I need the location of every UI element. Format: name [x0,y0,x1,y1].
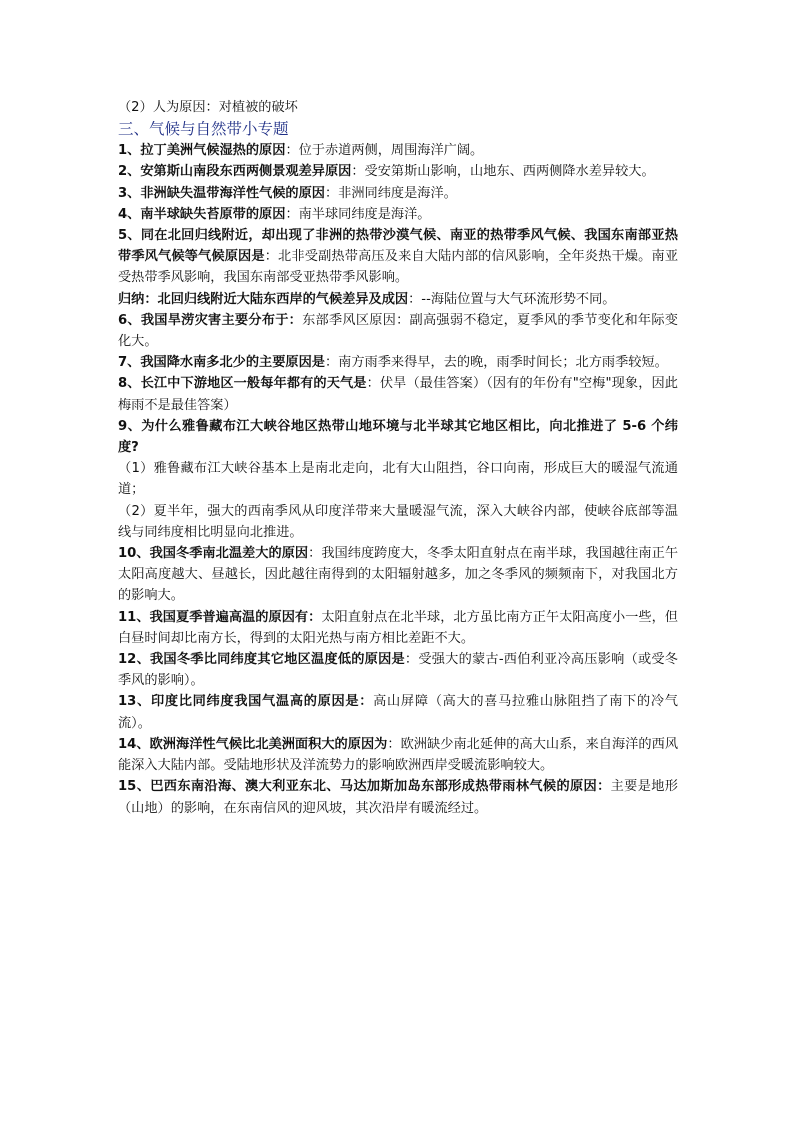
item-text: ：北非受副热带高压及来自大陆内部的信风影响，全年炎热干燥。南亚受热带季风影响，我国东南部受亚热带季风影响。 [118,249,679,286]
list-item [118,649,678,691]
list-item [118,607,678,649]
item-label: 4、南半球缺失苔原带的原因 [118,206,286,222]
item-label: 11、我国夏季普遍高温的原因有： [118,609,322,625]
sub-item: （1）雅鲁藏布江大峡谷基本上是南北走向，北有大山阻挡，谷口向南，形成巨大的暖湿气流通道； [118,461,678,498]
item-text: ：--海陆位置与大气环流形势不同。 [408,291,616,307]
item-label: 5、同在北回归线附近，却出现了非洲的热带沙漠气候、南亚的热带季风气候、我国东南部亚热带季风气候等气候原因是 [118,228,678,265]
list-item [118,140,678,161]
item-text: ：欧洲缺少南北延伸的高大山系，来自海洋的西风能深入大陆内部。受陆地形状及洋流势力的影响欧洲西岸受暖流影响较大。 [118,736,679,774]
intro-line: （2）人为原因：对植被的破坏 [118,100,298,115]
item-text: ：受强大的蒙古-西伯利亚冷高压影响（或受冬季风的影响）。 [118,652,678,689]
list-item [118,310,678,352]
item-label: 14、欧洲海洋性气候比北美洲面积大的原因为 [118,736,388,752]
item-text: ：非洲同纬度是海洋。 [325,185,457,201]
item-label: 3、非洲缺失温带海洋性气候的原因 [118,185,325,201]
list-item [118,161,678,182]
item-text: ：南方雨季来得早，去的晚，雨季时间长；北方雨季较短。 [325,355,668,371]
item-text: ：位于赤道两侧，周围海洋广阔。 [285,143,484,159]
item-label: 7、我国降水南多北少的主要原因是 [118,355,325,371]
list-item [118,204,678,225]
item-text: 主要是地形（山地）的影响，在东南信风的迎风坡，其次沿岸有暖流经过。 [118,779,678,816]
item-text: 东部季风区原因：副高强弱不稳定，夏季风的季节变化和年际变化大。 [118,312,678,350]
item-text: 高山屏障（高大的喜马拉雅山脉阻挡了南下的冷气流）。 [118,694,678,731]
list-item [118,416,678,458]
item-label: 8、长江中下游地区一般每年都有的天气是 [118,376,367,392]
list-item [118,352,678,373]
list-item [118,776,678,818]
item-text: ：我国纬度跨度大，冬季太阳直射点在南半球，我国越往南正午太阳高度越大、昼越长，因此越往南得到的太阳辐射越多，加之冬季风的频频南下，对我国北方的影响大。 [118,546,679,604]
item-label: 12、我国冬季比同纬度其它地区温度低的原因是 [118,652,405,668]
document-body [118,97,678,819]
item-label: 2、安第斯山南段东西两侧景观差异原因 [118,164,352,180]
list-item [118,225,678,289]
list-item [118,691,678,733]
item-label: 10、我国冬季南北温差大的原因 [118,546,309,562]
item-label: 归纳：北回归线附近大陆东西岸的气候差异及成因 [118,291,409,307]
item-text: ：伏旱（最佳答案）（因有的年份有"空梅"现象，因此梅雨不是最佳答案） [118,376,678,413]
item-text: ：受安第斯山影响，山地东、西两侧降水差异较大。 [351,164,655,180]
item-label: 13、印度比同纬度我国气温高的原因是： [118,694,374,710]
item-label: 9、为什么雅鲁藏布江大峡谷地区热带山地环境与北半球其它地区相比，向北推进了 5-6 个纬度? [118,418,678,456]
summary-item [118,289,678,310]
list-item [118,373,678,415]
list-item [118,543,678,607]
list-item [118,183,678,204]
sub-item: （2）夏半年，强大的西南季风从印度洋带来大量暖湿气流，深入大峡谷内部，使峡谷底部等温线与同纬度相比明显向北推进。 [118,503,678,540]
list-item [118,734,678,776]
section-heading: 三、气候与自然带小专题 [118,120,289,139]
item-text: 太阳直射点在北半球，北方虽比南方正午太阳高度小一些，但白昼时间却比南方长，得到的太阳光热与南方相比差距不大。 [118,609,678,646]
item-label: 1、拉丁美洲气候湿热的原因 [118,143,286,159]
item-text: ：南半球同纬度是海洋。 [285,206,431,222]
item-label: 15、巴西东南沿海、澳大利亚东北、马达加斯加岛东部形成热带雨林气候的原因： [118,779,611,795]
item-label: 6、我国旱涝灾害主要分布于： [118,312,303,328]
